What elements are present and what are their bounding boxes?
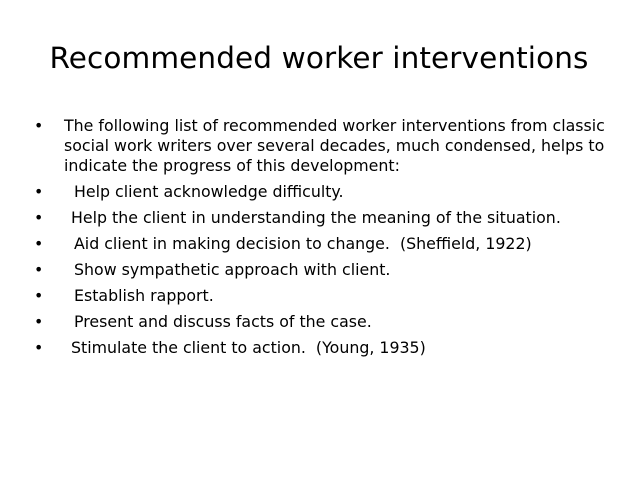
bullet-text: Show sympathetic approach with client.: [74, 260, 391, 279]
bullet-text: Establish rapport.: [74, 286, 214, 305]
bullet-text: Aid client in making decision to change. (Sheffield, 1922): [74, 234, 532, 253]
bullet-icon: •: [34, 260, 44, 279]
bullet-text: Present and discuss facts of the case.: [74, 312, 372, 331]
bullet-text: Stimulate the client to action. (Young, 1935): [71, 338, 426, 357]
bullet-icon: •: [34, 312, 44, 331]
bullet-icon: •: [34, 234, 44, 253]
bullet-item-8: [34, 338, 619, 358]
bullet-icon: •: [34, 182, 44, 201]
bullet-list: [34, 116, 619, 358]
bullet-item-5: [34, 260, 619, 280]
bullet-text: Help client acknowledge difficulty.: [74, 182, 344, 201]
bullet-item-1: [34, 116, 619, 176]
bullet-text: Help the client in understanding the meaning of the situation.: [71, 208, 561, 227]
bullet-icon: •: [34, 208, 44, 227]
bullet-text: The following list of recommended worker interventions from classic social work writers over several decades, much condensed, helps to indicate the progress of this development:: [64, 116, 610, 175]
bullet-item-2: [34, 182, 619, 202]
bullet-icon: •: [34, 286, 44, 305]
bullet-item-6: [34, 286, 619, 306]
bullet-item-4: [34, 234, 619, 254]
slide-title: Recommended worker interventions: [49, 41, 589, 75]
bullet-icon: •: [34, 116, 44, 135]
bullet-item-3: [34, 208, 619, 228]
bullet-item-7: [34, 312, 619, 332]
bullet-icon: •: [34, 338, 44, 357]
